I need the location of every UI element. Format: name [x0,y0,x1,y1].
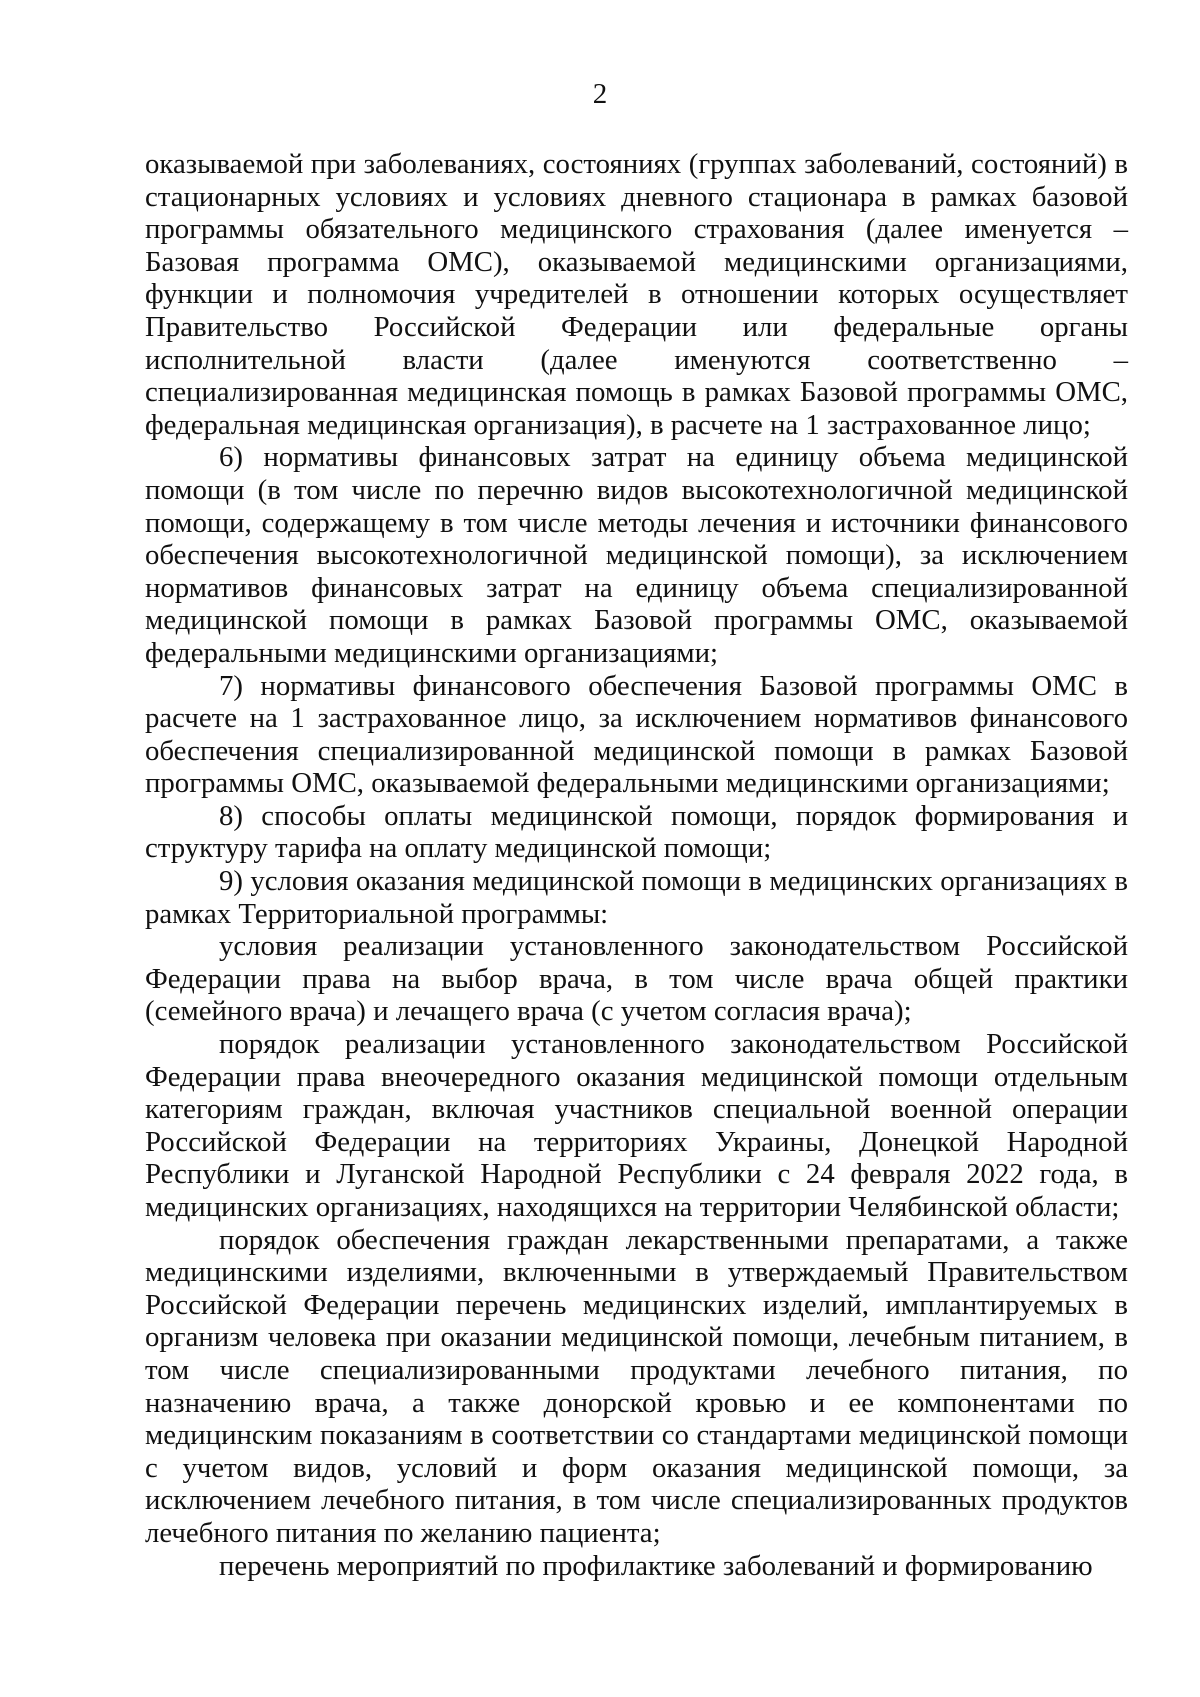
paragraph-prevention-measures: перечень мероприятий по профилактике заболеваний и формированию [219,1549,1093,1582]
paragraph-priority-care: порядок реализации установленного законодательством Российской Федерации права внеочередного оказания медицинской помощи отдельным категориям граждан, включая участников специальной военной операции Российской Федерации на территориях Украины, Донецкой Народной Республики и Луганской Народной Республики с 24 февраля 2022 года, в медицинских организациях, находящихся на территории Челябинской области; [145,1028,1128,1223]
paragraph-item-9: 9) условия оказания медицинской помощи в медицинских организациях в рамках Территориальной программы: [145,865,1128,930]
paragraph-item-6: 6) нормативы финансовых затрат на единицу объема медицинской помощи (в том числе по перечню видов высокотехнологичной медицинской помощи, содержащему в том числе методы лечения и источники финансового обеспечения высокотехнологичной медицинской помощи), за исключением нормативов финансовых затрат на единицу объема специализированной медицинской помощи в рамках Базовой программы ОМС, оказываемой федеральными медицинскими организациями; [145,441,1128,669]
paragraph-item-7: 7) нормативы финансового обеспечения Базовой программы ОМС в расчете на 1 застрахованное лицо, за исключением нормативов финансового обеспечения специализированной медицинской помощи в рамках Базовой программы ОМС, оказываемой федеральными медицинскими организациями; [145,669,1128,800]
paragraph-continuation: оказываемой при заболеваниях, состояниях (группах заболеваний, состояний) в стационарных условиях и условиях дневного стационара в рамках базовой программы обязательного медицинского страхования (далее именуется – Базовая программа ОМС), оказываемой медицинскими организациями, функции и полномочия учредителей в отношении которых осуществляет Правительство Российской Федерации или федеральные органы исполнительной власти (далее именуются соответственно – специализированная медицинская помощь в рамках Базовой программы ОМС, федеральная медицинская организация), в расчете на 1 застрахованное лицо; [145,148,1128,441]
document-body [145,148,1128,1582]
page-number: 2 [592,78,608,110]
paragraph-item-8: 8) способы оплаты медицинской помощи, порядок формирования и структуру тарифа на оплату медицинской помощи; [145,799,1128,865]
paragraph-choice-of-doctor: условия реализации установленного законодательством Российской Федерации права на выбор врача, в том числе врача общей практики (семейного врача) и лечащего врача (с учетом согласия врача); [145,930,1128,1028]
paragraph-medicine-provision: порядок обеспечения граждан лекарственными препаратами, а также медицинскими изделиями, включенными в утверждаемый Правительством Российской Федерации перечень медицинских изделий, имплантируемых в организм человека при оказании медицинской помощи, лечебным питанием, в том числе специализированными продуктами лечебного питания, по назначению врача, а также донорской кровью и ее компонентами по медицинским показаниям в соответствии со стандартами медицинской помощи с учетом видов, условий и форм оказания медицинской помощи, за исключением лечебного питания, в том числе специализированных продуктов лечебного питания по желанию пациента; [145,1223,1128,1549]
